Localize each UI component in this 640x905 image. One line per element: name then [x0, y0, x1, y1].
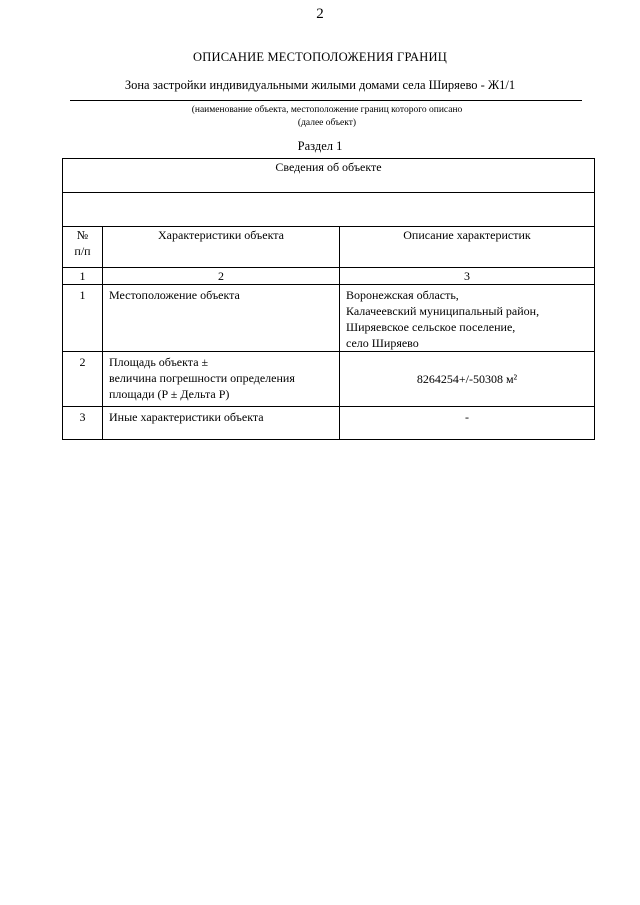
characteristic-line: Местоположение объекта	[109, 288, 240, 302]
description-line: -	[465, 410, 469, 424]
description-line: Ширяевское сельское поселение,	[346, 320, 516, 334]
object-info-table	[62, 158, 595, 440]
object-name-underline	[70, 100, 582, 101]
table-empty-cell	[63, 193, 595, 227]
description-line: Калачеевский муниципальный район,	[346, 304, 540, 318]
caption-line-2: (далее объект)	[297, 118, 357, 128]
characteristic-line: Иные характеристики объекта	[109, 410, 264, 424]
row-number: 3	[63, 407, 103, 440]
characteristic-line: площади (P ± Дельта P)	[109, 387, 230, 401]
row-number: 1	[63, 285, 103, 352]
table-empty-row	[63, 193, 595, 227]
row-description	[340, 285, 595, 352]
section-title: Раздел 1	[297, 139, 343, 153]
row-characteristic	[103, 352, 340, 407]
characteristic-line: величина погрешности определения	[109, 371, 295, 385]
description-line: село Ширяево	[346, 336, 419, 350]
row-number: 2	[63, 352, 103, 407]
row-characteristic	[103, 285, 340, 352]
caption-line-1: (наименование объекта, местоположение границ которого описано	[191, 105, 463, 115]
object-name: Зона застройки индивидуальными жилыми домами села Ширяево - Ж1/1	[124, 78, 516, 92]
column-header-row	[63, 227, 595, 268]
row-description	[340, 407, 595, 440]
document-title: ОПИСАНИЕ МЕСТОПОЛОЖЕНИЯ ГРАНИЦ	[193, 50, 447, 64]
row-description	[340, 352, 595, 407]
column-header-num	[63, 227, 103, 268]
column-header-characteristics: Характеристики объекта	[103, 227, 340, 268]
column-number-2: 2	[103, 268, 340, 285]
description-line: 8264254+/-50308 м²	[416, 372, 518, 386]
row-characteristic	[103, 407, 340, 440]
table-header-row	[63, 159, 595, 193]
page-number: 2	[316, 6, 324, 22]
column-header-num-line1: №	[76, 228, 89, 242]
table-row	[63, 285, 595, 352]
column-header-description: Описание характеристик	[340, 227, 595, 268]
table-header: Сведения об объекте	[63, 159, 595, 193]
column-number-1: 1	[63, 268, 103, 285]
column-number-row	[63, 268, 595, 285]
object-name-caption	[0, 104, 640, 130]
characteristic-line: Площадь объекта ±	[109, 355, 209, 369]
column-number-3: 3	[340, 268, 595, 285]
column-header-num-line2: п/п	[74, 244, 91, 258]
table-row	[63, 352, 595, 407]
table-row	[63, 407, 595, 440]
description-line: Воронежская область,	[346, 288, 459, 302]
